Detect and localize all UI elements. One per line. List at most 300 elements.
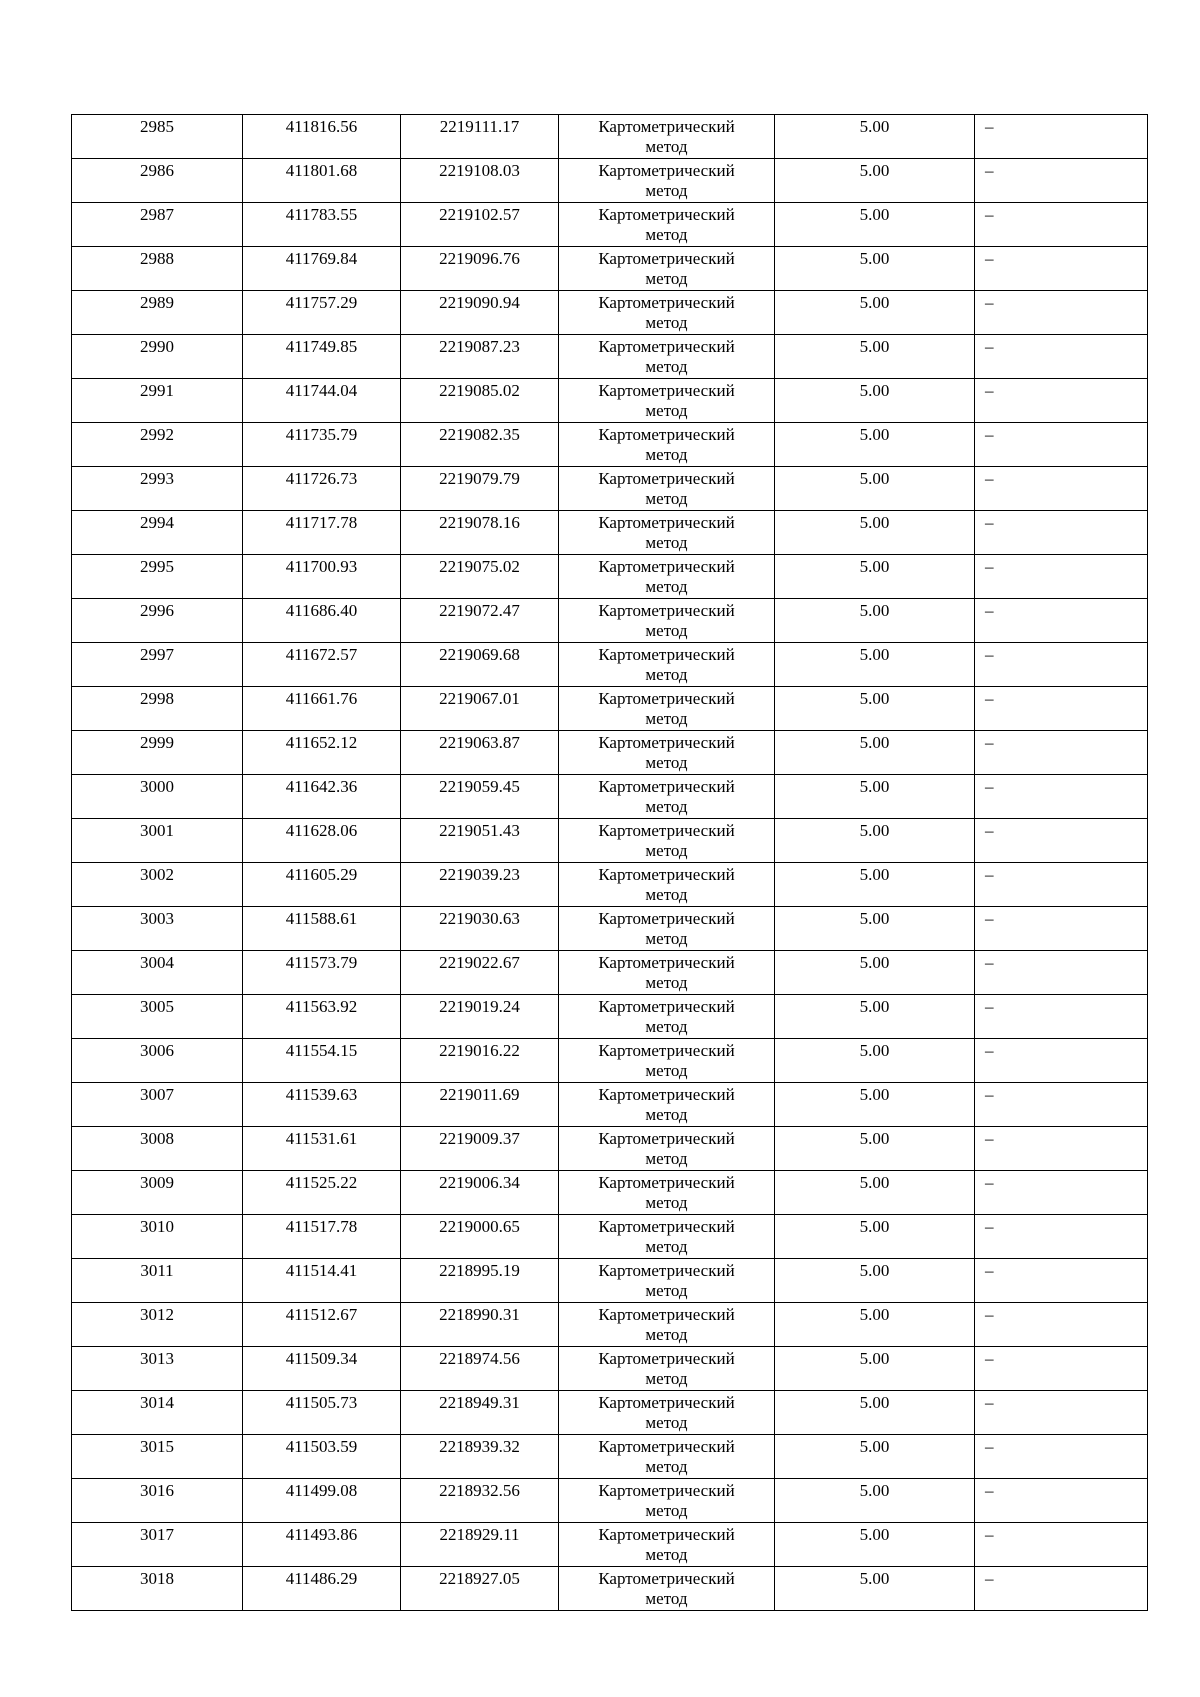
method-line-2: метод — [645, 1017, 688, 1036]
method-cell — [559, 1259, 775, 1303]
y-coordinate-cell: 2219022.67 — [401, 951, 559, 995]
method-cell — [559, 819, 775, 863]
note-cell: – — [975, 643, 1148, 687]
method-cell — [559, 291, 775, 335]
note-cell: – — [975, 1479, 1148, 1523]
note-cell: – — [975, 291, 1148, 335]
y-coordinate-cell: 2218932.56 — [401, 1479, 559, 1523]
table-row — [72, 731, 1148, 775]
method-line-1: Картометрический — [598, 293, 735, 312]
x-coordinate-cell: 411735.79 — [243, 423, 401, 467]
x-coordinate-cell: 411554.15 — [243, 1039, 401, 1083]
method-line-2: метод — [645, 709, 688, 728]
note-cell: – — [975, 1567, 1148, 1611]
method-line-2: метод — [645, 665, 688, 684]
point-number-cell: 3000 — [72, 775, 243, 819]
point-number-cell: 3016 — [72, 1479, 243, 1523]
x-coordinate-cell: 411672.57 — [243, 643, 401, 687]
x-coordinate-cell: 411525.22 — [243, 1171, 401, 1215]
note-cell: – — [975, 247, 1148, 291]
method-line-2: метод — [645, 269, 688, 288]
note-cell: – — [975, 951, 1148, 995]
point-number-cell: 3011 — [72, 1259, 243, 1303]
method-line-2: метод — [645, 885, 688, 904]
method-line-2: метод — [645, 1369, 688, 1388]
method-line-1: Картометрический — [598, 953, 735, 972]
method-cell — [559, 247, 775, 291]
method-cell — [559, 907, 775, 951]
y-coordinate-cell: 2219096.76 — [401, 247, 559, 291]
method-line-2: метод — [645, 841, 688, 860]
point-number-cell: 3005 — [72, 995, 243, 1039]
method-cell — [559, 1567, 775, 1611]
precision-cell: 5.00 — [775, 467, 975, 511]
method-cell — [559, 379, 775, 423]
method-cell — [559, 115, 775, 159]
point-number-cell: 3008 — [72, 1127, 243, 1171]
precision-cell: 5.00 — [775, 1347, 975, 1391]
note-cell: – — [975, 1039, 1148, 1083]
method-cell — [559, 687, 775, 731]
precision-cell: 5.00 — [775, 1523, 975, 1567]
method-line-2: метод — [645, 1545, 688, 1564]
table-row — [72, 863, 1148, 907]
y-coordinate-cell: 2218974.56 — [401, 1347, 559, 1391]
note-cell: – — [975, 335, 1148, 379]
point-number-cell: 2988 — [72, 247, 243, 291]
precision-cell: 5.00 — [775, 379, 975, 423]
table-row — [72, 775, 1148, 819]
note-cell: – — [975, 1127, 1148, 1171]
method-line-1: Картометрический — [598, 1349, 735, 1368]
method-cell — [559, 1215, 775, 1259]
method-line-1: Картометрический — [598, 1041, 735, 1060]
method-line-2: метод — [645, 577, 688, 596]
table-row — [72, 1171, 1148, 1215]
table-row — [72, 687, 1148, 731]
method-cell — [559, 951, 775, 995]
y-coordinate-cell: 2219111.17 — [401, 115, 559, 159]
note-cell: – — [975, 203, 1148, 247]
note-cell: – — [975, 159, 1148, 203]
y-coordinate-cell: 2219078.16 — [401, 511, 559, 555]
precision-cell: 5.00 — [775, 1259, 975, 1303]
point-number-cell: 3014 — [72, 1391, 243, 1435]
point-number-cell: 3003 — [72, 907, 243, 951]
table-row — [72, 467, 1148, 511]
y-coordinate-cell: 2218995.19 — [401, 1259, 559, 1303]
table-row — [72, 423, 1148, 467]
method-line-1: Картометрический — [598, 1129, 735, 1148]
table-row — [72, 643, 1148, 687]
x-coordinate-cell: 411505.73 — [243, 1391, 401, 1435]
note-cell: – — [975, 467, 1148, 511]
method-cell — [559, 423, 775, 467]
x-coordinate-cell: 411573.79 — [243, 951, 401, 995]
method-cell — [559, 1083, 775, 1127]
y-coordinate-cell: 2219067.01 — [401, 687, 559, 731]
method-line-1: Картометрический — [598, 1481, 735, 1500]
precision-cell: 5.00 — [775, 1039, 975, 1083]
table-row — [72, 1523, 1148, 1567]
x-coordinate-cell: 411605.29 — [243, 863, 401, 907]
method-cell — [559, 731, 775, 775]
method-line-2: метод — [645, 1281, 688, 1300]
precision-cell: 5.00 — [775, 863, 975, 907]
table-row — [72, 1127, 1148, 1171]
method-line-2: метод — [645, 1193, 688, 1212]
y-coordinate-cell: 2218949.31 — [401, 1391, 559, 1435]
precision-cell: 5.00 — [775, 819, 975, 863]
table-row — [72, 291, 1148, 335]
method-line-1: Картометрический — [598, 205, 735, 224]
table-row — [72, 907, 1148, 951]
y-coordinate-cell: 2219059.45 — [401, 775, 559, 819]
y-coordinate-cell: 2218939.32 — [401, 1435, 559, 1479]
precision-cell: 5.00 — [775, 159, 975, 203]
precision-cell: 5.00 — [775, 1391, 975, 1435]
y-coordinate-cell: 2219108.03 — [401, 159, 559, 203]
method-cell — [559, 599, 775, 643]
method-line-1: Картометрический — [598, 777, 735, 796]
y-coordinate-cell: 2219051.43 — [401, 819, 559, 863]
note-cell: – — [975, 115, 1148, 159]
y-coordinate-cell: 2218929.11 — [401, 1523, 559, 1567]
method-line-1: Картометрический — [598, 733, 735, 752]
method-line-2: метод — [645, 797, 688, 816]
precision-cell: 5.00 — [775, 335, 975, 379]
method-cell — [559, 1303, 775, 1347]
method-line-2: метод — [645, 489, 688, 508]
method-line-1: Картометрический — [598, 601, 735, 620]
method-line-1: Картометрический — [598, 1261, 735, 1280]
x-coordinate-cell: 411652.12 — [243, 731, 401, 775]
method-cell — [559, 1347, 775, 1391]
y-coordinate-cell: 2219082.35 — [401, 423, 559, 467]
point-number-cell: 2993 — [72, 467, 243, 511]
point-number-cell: 3015 — [72, 1435, 243, 1479]
x-coordinate-cell: 411661.76 — [243, 687, 401, 731]
point-number-cell: 2986 — [72, 159, 243, 203]
method-line-1: Картометрический — [598, 821, 735, 840]
x-coordinate-cell: 411588.61 — [243, 907, 401, 951]
precision-cell: 5.00 — [775, 291, 975, 335]
x-coordinate-cell: 411642.36 — [243, 775, 401, 819]
method-line-2: метод — [645, 401, 688, 420]
point-number-cell: 2995 — [72, 555, 243, 599]
method-line-2: метод — [645, 621, 688, 640]
table-row — [72, 1039, 1148, 1083]
method-cell — [559, 335, 775, 379]
note-cell: – — [975, 599, 1148, 643]
point-number-cell: 3007 — [72, 1083, 243, 1127]
y-coordinate-cell: 2219019.24 — [401, 995, 559, 1039]
method-cell — [559, 1171, 775, 1215]
table-row — [72, 555, 1148, 599]
note-cell: – — [975, 379, 1148, 423]
precision-cell: 5.00 — [775, 643, 975, 687]
note-cell: – — [975, 1215, 1148, 1259]
precision-cell: 5.00 — [775, 203, 975, 247]
note-cell: – — [975, 555, 1148, 599]
x-coordinate-cell: 411700.93 — [243, 555, 401, 599]
x-coordinate-cell: 411749.85 — [243, 335, 401, 379]
method-line-2: метод — [645, 973, 688, 992]
method-line-1: Картометрический — [598, 1525, 735, 1544]
x-coordinate-cell: 411563.92 — [243, 995, 401, 1039]
method-line-1: Картометрический — [598, 425, 735, 444]
y-coordinate-cell: 2219030.63 — [401, 907, 559, 951]
point-number-cell: 2990 — [72, 335, 243, 379]
method-cell — [559, 863, 775, 907]
method-cell — [559, 203, 775, 247]
method-cell — [559, 1391, 775, 1435]
precision-cell: 5.00 — [775, 115, 975, 159]
method-line-2: метод — [645, 1457, 688, 1476]
method-line-1: Картометрический — [598, 381, 735, 400]
y-coordinate-cell: 2218990.31 — [401, 1303, 559, 1347]
method-line-2: метод — [645, 137, 688, 156]
x-coordinate-cell: 411816.56 — [243, 115, 401, 159]
note-cell: – — [975, 995, 1148, 1039]
precision-cell: 5.00 — [775, 1479, 975, 1523]
point-number-cell: 2997 — [72, 643, 243, 687]
note-cell: – — [975, 775, 1148, 819]
method-cell — [559, 1523, 775, 1567]
note-cell: – — [975, 1303, 1148, 1347]
method-line-2: метод — [645, 929, 688, 948]
method-line-2: метод — [645, 1149, 688, 1168]
y-coordinate-cell: 2219016.22 — [401, 1039, 559, 1083]
method-line-2: метод — [645, 1061, 688, 1080]
x-coordinate-cell: 411744.04 — [243, 379, 401, 423]
method-cell — [559, 1127, 775, 1171]
method-line-2: метод — [645, 1237, 688, 1256]
method-line-1: Картометрический — [598, 865, 735, 884]
point-number-cell: 2985 — [72, 115, 243, 159]
note-cell: – — [975, 1523, 1148, 1567]
x-coordinate-cell: 411514.41 — [243, 1259, 401, 1303]
precision-cell: 5.00 — [775, 555, 975, 599]
x-coordinate-cell: 411757.29 — [243, 291, 401, 335]
method-line-1: Картометрический — [598, 1305, 735, 1324]
x-coordinate-cell: 411539.63 — [243, 1083, 401, 1127]
table-row — [72, 159, 1148, 203]
table-row — [72, 995, 1148, 1039]
precision-cell: 5.00 — [775, 247, 975, 291]
precision-cell: 5.00 — [775, 1435, 975, 1479]
method-line-2: метод — [645, 1589, 688, 1608]
method-line-1: Картометрический — [598, 1393, 735, 1412]
method-line-1: Картометрический — [598, 1173, 735, 1192]
note-cell: – — [975, 1259, 1148, 1303]
point-number-cell: 2994 — [72, 511, 243, 555]
precision-cell: 5.00 — [775, 731, 975, 775]
y-coordinate-cell: 2219079.79 — [401, 467, 559, 511]
x-coordinate-cell: 411769.84 — [243, 247, 401, 291]
note-cell: – — [975, 687, 1148, 731]
point-number-cell: 3002 — [72, 863, 243, 907]
point-number-cell: 3018 — [72, 1567, 243, 1611]
precision-cell: 5.00 — [775, 907, 975, 951]
table-row — [72, 1391, 1148, 1435]
x-coordinate-cell: 411512.67 — [243, 1303, 401, 1347]
x-coordinate-cell: 411493.86 — [243, 1523, 401, 1567]
y-coordinate-cell: 2219087.23 — [401, 335, 559, 379]
point-number-cell: 3010 — [72, 1215, 243, 1259]
table-row — [72, 599, 1148, 643]
point-number-cell: 3012 — [72, 1303, 243, 1347]
y-coordinate-cell: 2219011.69 — [401, 1083, 559, 1127]
table-row — [72, 1567, 1148, 1611]
note-cell: – — [975, 511, 1148, 555]
point-number-cell: 3006 — [72, 1039, 243, 1083]
method-line-1: Картометрический — [598, 689, 735, 708]
method-line-2: метод — [645, 357, 688, 376]
method-line-1: Картометрический — [598, 161, 735, 180]
y-coordinate-cell: 2219000.65 — [401, 1215, 559, 1259]
method-line-2: метод — [645, 225, 688, 244]
point-number-cell: 2996 — [72, 599, 243, 643]
x-coordinate-cell: 411726.73 — [243, 467, 401, 511]
method-line-1: Картометрический — [598, 337, 735, 356]
method-line-1: Картометрический — [598, 249, 735, 268]
point-number-cell: 2999 — [72, 731, 243, 775]
method-line-2: метод — [645, 313, 688, 332]
method-line-1: Картометрический — [598, 1437, 735, 1456]
y-coordinate-cell: 2219102.57 — [401, 203, 559, 247]
table-row — [72, 1259, 1148, 1303]
method-line-1: Картометрический — [598, 1217, 735, 1236]
point-number-cell: 2992 — [72, 423, 243, 467]
precision-cell: 5.00 — [775, 511, 975, 555]
precision-cell: 5.00 — [775, 1303, 975, 1347]
method-line-1: Картометрический — [598, 1569, 735, 1588]
method-cell — [559, 1039, 775, 1083]
method-line-2: метод — [645, 181, 688, 200]
coordinates-table — [71, 114, 1148, 1611]
precision-cell: 5.00 — [775, 423, 975, 467]
x-coordinate-cell: 411801.68 — [243, 159, 401, 203]
method-cell — [559, 1435, 775, 1479]
table-row — [72, 247, 1148, 291]
x-coordinate-cell: 411686.40 — [243, 599, 401, 643]
method-line-1: Картометрический — [598, 513, 735, 532]
method-cell — [559, 643, 775, 687]
method-line-1: Картометрический — [598, 117, 735, 136]
y-coordinate-cell: 2218927.05 — [401, 1567, 559, 1611]
x-coordinate-cell: 411509.34 — [243, 1347, 401, 1391]
method-line-2: метод — [645, 753, 688, 772]
y-coordinate-cell: 2219075.02 — [401, 555, 559, 599]
x-coordinate-cell: 411531.61 — [243, 1127, 401, 1171]
precision-cell: 5.00 — [775, 1215, 975, 1259]
method-line-2: метод — [645, 445, 688, 464]
table-row — [72, 115, 1148, 159]
table-row — [72, 951, 1148, 995]
y-coordinate-cell: 2219009.37 — [401, 1127, 559, 1171]
point-number-cell: 3013 — [72, 1347, 243, 1391]
method-cell — [559, 1479, 775, 1523]
note-cell: – — [975, 1435, 1148, 1479]
x-coordinate-cell: 411499.08 — [243, 1479, 401, 1523]
x-coordinate-cell: 411517.78 — [243, 1215, 401, 1259]
point-number-cell: 2989 — [72, 291, 243, 335]
y-coordinate-cell: 2219085.02 — [401, 379, 559, 423]
note-cell: – — [975, 819, 1148, 863]
x-coordinate-cell: 411783.55 — [243, 203, 401, 247]
precision-cell: 5.00 — [775, 1171, 975, 1215]
method-line-2: метод — [645, 1105, 688, 1124]
table-row — [72, 819, 1148, 863]
y-coordinate-cell: 2219039.23 — [401, 863, 559, 907]
note-cell: – — [975, 1391, 1148, 1435]
table-row — [72, 1435, 1148, 1479]
note-cell: – — [975, 907, 1148, 951]
point-number-cell: 3004 — [72, 951, 243, 995]
table-row — [72, 511, 1148, 555]
point-number-cell: 3001 — [72, 819, 243, 863]
method-cell — [559, 995, 775, 1039]
method-cell — [559, 555, 775, 599]
table-row — [72, 1479, 1148, 1523]
precision-cell: 5.00 — [775, 775, 975, 819]
point-number-cell: 2991 — [72, 379, 243, 423]
y-coordinate-cell: 2219063.87 — [401, 731, 559, 775]
method-cell — [559, 511, 775, 555]
x-coordinate-cell: 411503.59 — [243, 1435, 401, 1479]
table-row — [72, 335, 1148, 379]
table-row — [72, 1303, 1148, 1347]
method-line-1: Картометрический — [598, 997, 735, 1016]
precision-cell: 5.00 — [775, 687, 975, 731]
method-line-1: Картометрический — [598, 557, 735, 576]
precision-cell: 5.00 — [775, 599, 975, 643]
method-line-1: Картометрический — [598, 1085, 735, 1104]
note-cell: – — [975, 1171, 1148, 1215]
note-cell: – — [975, 1347, 1148, 1391]
x-coordinate-cell: 411486.29 — [243, 1567, 401, 1611]
method-cell — [559, 159, 775, 203]
method-line-2: метод — [645, 533, 688, 552]
y-coordinate-cell: 2219069.68 — [401, 643, 559, 687]
table-row — [72, 1347, 1148, 1391]
method-cell — [559, 775, 775, 819]
note-cell: – — [975, 863, 1148, 907]
point-number-cell: 3009 — [72, 1171, 243, 1215]
x-coordinate-cell: 411628.06 — [243, 819, 401, 863]
precision-cell: 5.00 — [775, 1127, 975, 1171]
precision-cell: 5.00 — [775, 951, 975, 995]
precision-cell: 5.00 — [775, 995, 975, 1039]
table-row — [72, 1215, 1148, 1259]
table-row — [72, 1083, 1148, 1127]
precision-cell: 5.00 — [775, 1083, 975, 1127]
method-line-1: Картометрический — [598, 469, 735, 488]
x-coordinate-cell: 411717.78 — [243, 511, 401, 555]
y-coordinate-cell: 2219006.34 — [401, 1171, 559, 1215]
point-number-cell: 3017 — [72, 1523, 243, 1567]
method-line-2: метод — [645, 1325, 688, 1344]
y-coordinate-cell: 2219072.47 — [401, 599, 559, 643]
method-line-2: метод — [645, 1501, 688, 1520]
note-cell: – — [975, 1083, 1148, 1127]
note-cell: – — [975, 423, 1148, 467]
method-cell — [559, 467, 775, 511]
table-row — [72, 379, 1148, 423]
point-number-cell: 2998 — [72, 687, 243, 731]
point-number-cell: 2987 — [72, 203, 243, 247]
